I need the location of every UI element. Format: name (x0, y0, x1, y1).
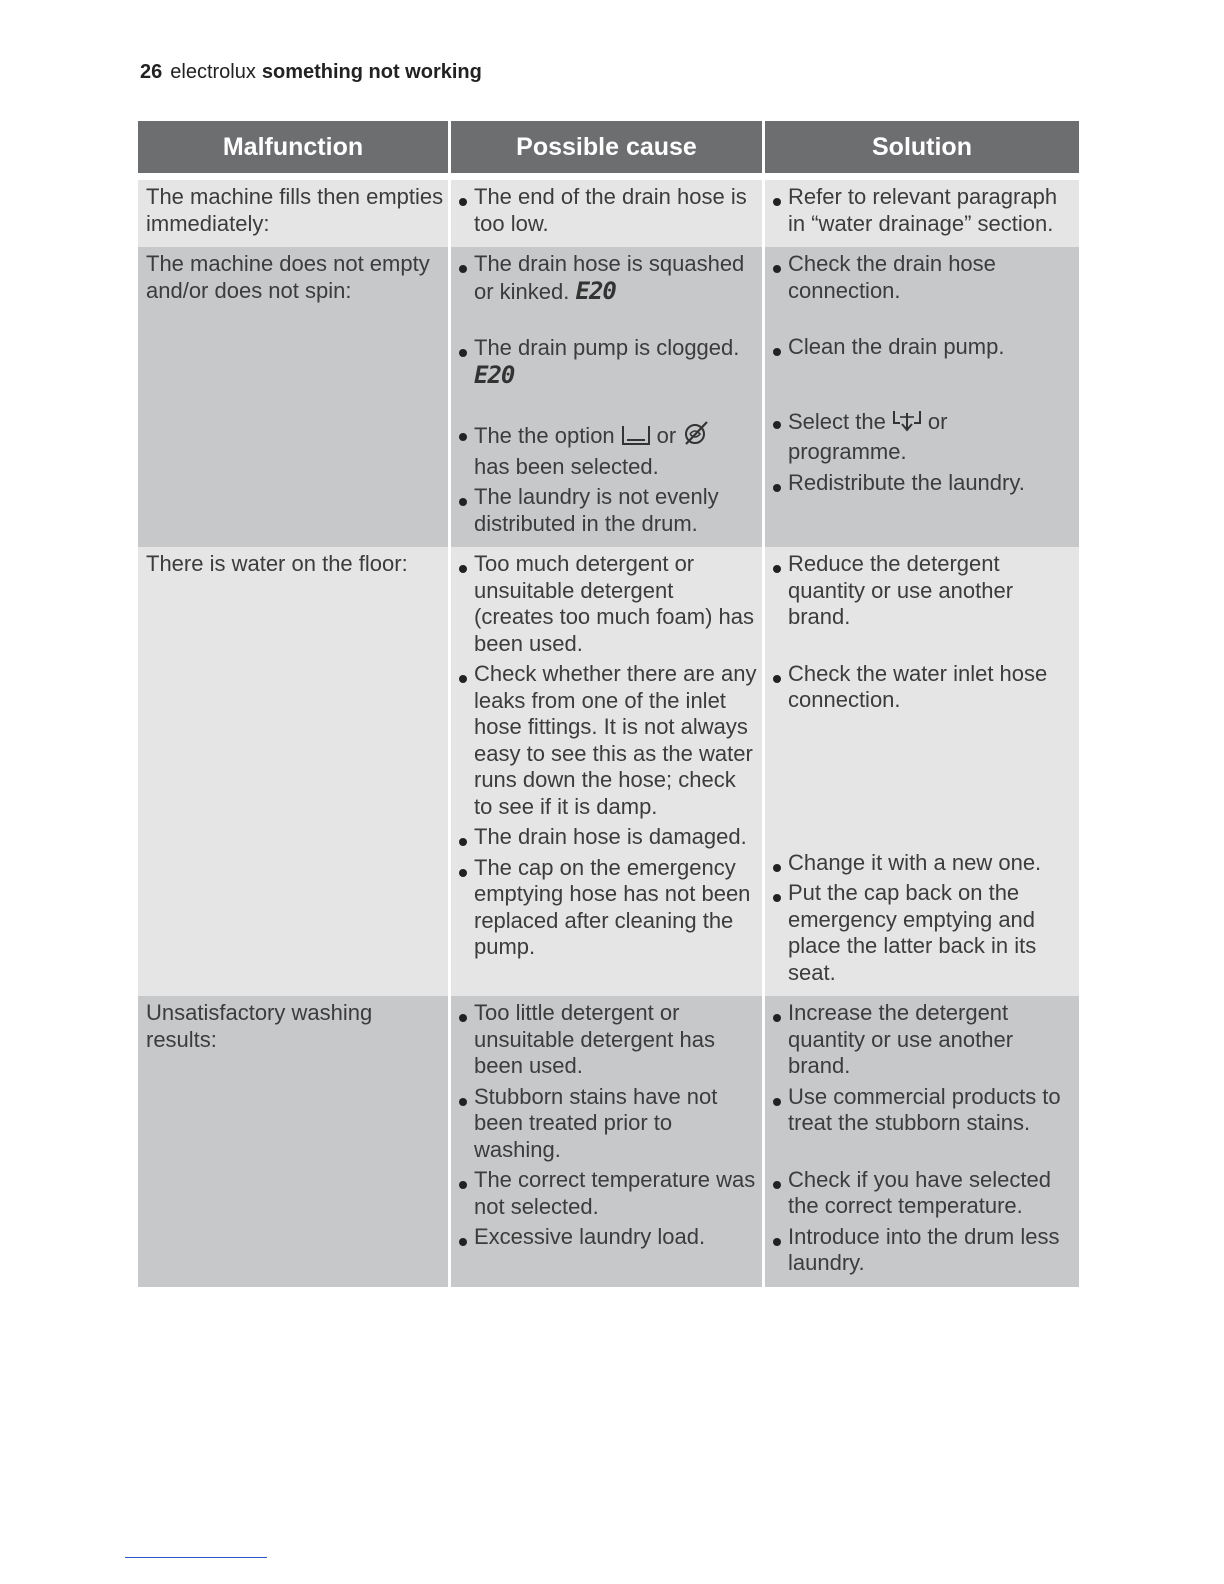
solution-item: Check the water inlet hose connection. (773, 661, 1075, 714)
bullet-icon (459, 433, 467, 441)
bullet-icon (773, 1014, 781, 1022)
bullet-icon (773, 864, 781, 872)
bullet-icon (459, 565, 467, 573)
column-header-possible-cause: Possible cause (451, 121, 762, 180)
cause-cell (451, 180, 762, 247)
bullet-icon (459, 349, 467, 357)
bullet-icon (773, 1098, 781, 1106)
solution-cell (765, 180, 1079, 247)
solution-item: Check if you have selected the correct temperature. (773, 1167, 1075, 1220)
error-code-e20: E20 (575, 276, 616, 305)
cause-item: The drain hose is damaged. (459, 824, 758, 851)
malfunction-text: The machine fills then empties immediately: (146, 184, 444, 236)
cause-item: The end of the drain hose is too low. (459, 184, 758, 237)
solution-item: Check the drain hose connection. (773, 251, 1075, 304)
bullet-icon (459, 265, 467, 273)
malfunction-text: There is water on the floor: (146, 551, 408, 576)
bullet-icon (459, 1014, 467, 1022)
solution-cell (765, 247, 1079, 547)
malfunction-cell (138, 996, 448, 1287)
troubleshooting-table (135, 121, 1082, 1287)
table-row (138, 247, 1079, 547)
bullet-icon (773, 265, 781, 273)
cause-cell (451, 547, 762, 996)
bullet-icon (773, 198, 781, 206)
solution-item: Reduce the detergent quantity or use another brand. (773, 551, 1075, 631)
bullet-icon (459, 1238, 467, 1246)
bullet-icon (459, 675, 467, 683)
cause-cell (451, 996, 762, 1287)
malfunction-cell (138, 547, 448, 996)
bullet-icon (773, 421, 781, 429)
column-header-malfunction: Malfunction (138, 121, 448, 180)
drain-icon (892, 407, 922, 440)
solution-item: Put the cap back on the emergency emptying and place the latter back in its seat. (773, 880, 1075, 986)
solution-cell (765, 547, 1079, 996)
cause-item: Excessive laundry load. (459, 1224, 758, 1251)
solution-item: Clean the drain pump. (773, 334, 1075, 361)
cause-item: Too much detergent or unsuitable detergent (creates too much foam) has been used. (459, 551, 758, 657)
table-row (138, 547, 1079, 996)
bullet-icon (459, 869, 467, 877)
page-number: 26 (140, 61, 163, 83)
bullet-icon (773, 1238, 781, 1246)
solution-item: Introduce into the drum less laundry. (773, 1224, 1075, 1277)
solution-item: Select the or programme. (773, 407, 1075, 466)
cause-item: The drain pump is clogged. E20 (459, 335, 758, 389)
cause-item: The the option or has been selected. (459, 419, 758, 480)
table-header-row (138, 121, 1079, 180)
bullet-icon (459, 198, 467, 206)
section-title: something not working (261, 61, 482, 83)
bullet-icon (773, 565, 781, 573)
bullet-icon (459, 1181, 467, 1189)
bullet-icon (773, 348, 781, 356)
malfunction-text: The machine does not empty and/or does not spin: (146, 251, 430, 303)
solution-item: Redistribute the laundry. (773, 470, 1075, 497)
cause-cell (451, 247, 762, 547)
solution-item: Increase the detergent quantity or use another brand. (773, 1000, 1075, 1080)
solution-item: Use commercial products to treat the stubborn stains. (773, 1084, 1075, 1137)
cause-item: The correct temperature was not selected. (459, 1167, 758, 1220)
bullet-icon (773, 484, 781, 492)
table-row (138, 180, 1079, 247)
no-spin-icon (682, 419, 710, 454)
bullet-icon (459, 498, 467, 506)
solution-item: Change it with a new one. (773, 850, 1075, 877)
cause-item: The laundry is not evenly distributed in the drum. (459, 484, 758, 537)
malfunction-cell (138, 247, 448, 547)
table-row (138, 996, 1079, 1287)
rinse-hold-icon (621, 423, 651, 454)
solution-item: Refer to relevant paragraph in “water drainage” section. (773, 184, 1075, 237)
bullet-icon (773, 1181, 781, 1189)
page-header (140, 61, 482, 84)
footer-rule (125, 1557, 267, 1558)
cause-item: The cap on the emergency emptying hose has not been replaced after cleaning the pump. (459, 855, 758, 961)
bullet-icon (459, 838, 467, 846)
cause-item: Check whether there are any leaks from one of the inlet hose fittings. It is not always easy to see this as the water runs down the hose; check to see if it is damp. (459, 661, 758, 820)
brand-name: electrolux (170, 61, 256, 83)
error-code-e20: E20 (474, 360, 515, 389)
bullet-icon (773, 894, 781, 902)
malfunction-text: Unsatisfactory washing results: (146, 1000, 373, 1052)
column-header-solution: Solution (765, 121, 1079, 180)
bullet-icon (459, 1098, 467, 1106)
cause-item: Too little detergent or unsuitable detergent has been used. (459, 1000, 758, 1080)
bullet-icon (773, 675, 781, 683)
solution-cell (765, 996, 1079, 1287)
malfunction-cell (138, 180, 448, 247)
cause-item: The drain hose is squashed or kinked. E20 (459, 251, 758, 305)
cause-item: Stubborn stains have not been treated prior to washing. (459, 1084, 758, 1164)
